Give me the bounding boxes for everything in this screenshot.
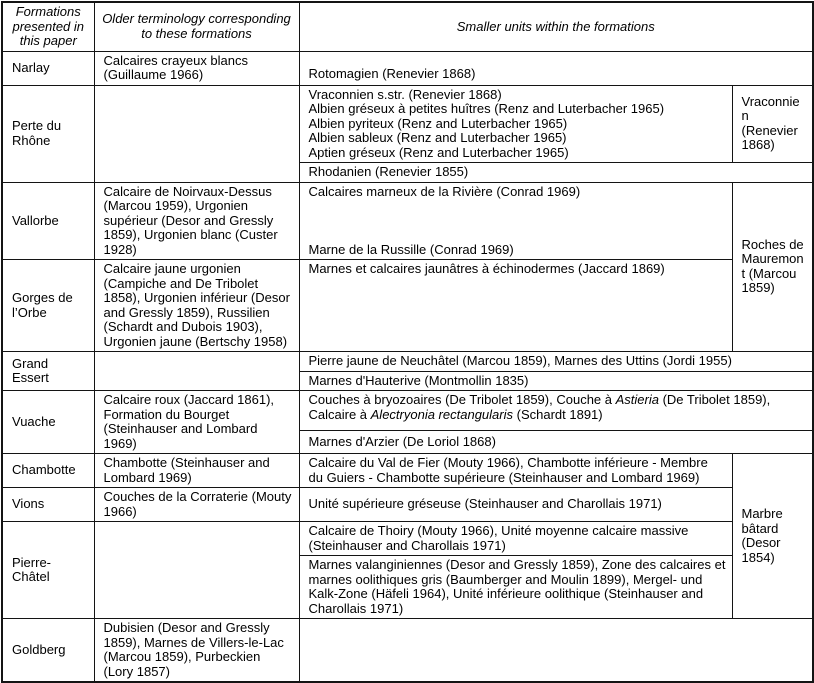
goldberg-older-cell: Dubisien (Desor and Gressly 1859), Marnes de Villers-le-Lac (Marcou 1859), Purbeckien (Lory 1857) (94, 619, 299, 683)
grand-essert-name-cell: Grand Essert (2, 352, 94, 391)
chambotte-older-cell: Chambotte (Steinhauser and Lombard 1969) (94, 454, 299, 488)
perte-name-cell: Perte du Rhône (2, 85, 94, 182)
rhodanien-unit-cell: Rhodanien (Renevier 1855) (299, 163, 813, 183)
row-narlay (2, 51, 813, 85)
gorges-older-cell: Calcaire jaune urgonien (Campiche and De Tribolet 1858), Urgonien inférieur (Desor and Gressly 1859), Russilien (Schardt and Dubois 1903), Urgonien jaune (Bertschy 1958) (94, 260, 299, 352)
row-perte-du-rhone (2, 85, 813, 163)
row-pierre-chatel (2, 522, 813, 556)
row-chambotte (2, 454, 813, 488)
perte-group-cell: Vraconnien (Renevier 1868) (732, 85, 813, 163)
vuache-unit-b-cell: Marnes d'Arzier (De Loriol 1868) (299, 431, 813, 454)
narlay-older-cell: Calcaires crayeux blancs (Guillaume 1966) (94, 51, 299, 85)
pierre-chatel-name-cell: Pierre-Châtel (2, 522, 94, 619)
row-gorges-de-l-orbe (2, 260, 813, 352)
chambotte-unit-cell: Calcaire du Val de Fier (Mouty 1966), Chambotte inférieure - Membre du Guiers - Chambotte supérieure (Steinhauser and Lombard 1969) (299, 454, 732, 488)
chambotte-name-cell: Chambotte (2, 454, 94, 488)
row-grand-essert (2, 352, 813, 372)
vallorbe-unit-top: Calcaires marneux de la Rivière (Conrad 1969) (308, 183, 581, 199)
vions-unit-cell: Unité supérieure gréseuse (Steinhauser and Charollais 1971) (299, 488, 732, 522)
vallorbe-units-cell (299, 182, 732, 260)
pierre-chatel-unit-a-cell: Calcaire de Thoiry (Mouty 1966), Unité moyenne calcaire massive (Steinhauser and Charollais 1971) (299, 522, 732, 556)
vuache-older-cell: Calcaire roux (Jaccard 1861), Formation du Bourget (Steinhauser and Lombard 1969) (94, 391, 299, 454)
header-formations: Formations presented in this paper (2, 2, 94, 51)
goldberg-name-cell: Goldberg (2, 619, 94, 683)
roches-de-mauremont-group-cell: Roches de Mauremont (Marcou 1859) (732, 182, 813, 352)
grand-essert-unit-b-cell: Marnes d'Hauterive (Montmollin 1835) (299, 371, 813, 391)
grand-essert-unit-a-cell: Pierre jaune de Neuchâtel (Marcou 1859), Marnes des Uttins (Jordi 1955) (299, 352, 813, 372)
header-older-terminology: Older terminology corresponding to these formations (94, 2, 299, 51)
vuache-name-cell: Vuache (2, 391, 94, 454)
vallorbe-older-cell: Calcaire de Noirvaux-Dessus (Marcou 1959), Urgonien supérieur (Desor and Gressly 1859), Urgonien blanc (Custer 1928) (94, 182, 299, 260)
marbre-batard-group-cell: Marbre bâtard (Desor 1854) (732, 454, 813, 619)
perte-older-cell (94, 85, 299, 182)
pierre-chatel-unit-b-cell: Marnes valanginiennes (Desor and Gressly 1859), Zone des calcaires et marnes oolithiques gris (Baumberger and Moulin 1899), Mergel- und Kalk-Zone (Häfeli 1964), Unité inférieure oolithique (Steinhauser and Charollais 1971) (299, 556, 732, 619)
header-smaller-units: Smaller units within the formations (299, 2, 813, 51)
narlay-name-cell: Narlay (2, 51, 94, 85)
goldberg-units-cell-empty (299, 619, 813, 683)
pierre-chatel-older-cell (94, 522, 299, 619)
row-vions (2, 488, 813, 522)
grand-essert-older-cell (94, 352, 299, 391)
vions-older-cell: Couches de la Corraterie (Mouty 1966) (94, 488, 299, 522)
row-vallorbe (2, 182, 813, 260)
vallorbe-name-cell: Vallorbe (2, 182, 94, 260)
perte-units-cell: Vraconnien s.str. (Renevier 1868) Albien gréseux à petites huîtres (Renz and Luterbacher 1965) Albien pyriteux (Renz and Luterbacher 1965) Albien sableux (Renz and Luterbacher 1965) Aptien gréseux (Renz and Luterbacher 1965) (299, 85, 732, 163)
narlay-unit-cell: Rotomagien (Renevier 1868) (299, 51, 813, 85)
gorges-name-cell: Gorges de l’Orbe (2, 260, 94, 352)
vuache-unit-a-cell: Couches à bryozoaires (De Tribolet 1859), Couche à Astieria (De Tribolet 1859), Calcaire à Alectryonia rectangularis (Schardt 1891) (299, 391, 813, 431)
formations-table (1, 1, 814, 683)
header-row (2, 2, 813, 51)
vallorbe-unit-bottom: Marne de la Russille (Conrad 1969) (308, 241, 514, 257)
row-vuache (2, 391, 813, 431)
row-goldberg (2, 619, 813, 683)
vions-name-cell: Vions (2, 488, 94, 522)
gorges-unit-cell: Marnes et calcaires jaunâtres à échinodermes (Jaccard 1869) (299, 260, 732, 352)
